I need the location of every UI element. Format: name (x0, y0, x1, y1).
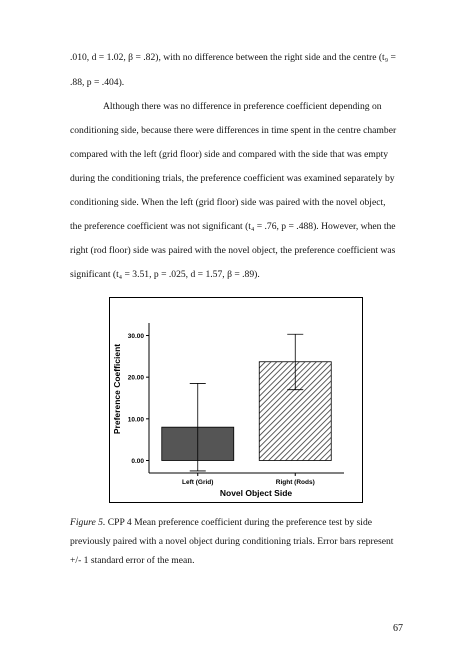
body-line-9: right (rod floor) side was paired with the novel object, the preference coefficient was (70, 245, 396, 256)
body-line-1: .010, d = 1.02, β = .82), with no difference between the right side and the centre (t₉ = (70, 52, 396, 63)
y-tick-label: 20.00 (127, 374, 144, 382)
figure-label: Figure 5. (70, 517, 106, 528)
body-line-5: compared with the left (grid floor) side and compared with the side that was empty (70, 149, 389, 160)
body-line-4: conditioning side, because there were differences in time spent in the centre chamber (70, 125, 397, 136)
x-tick-label: Left (Grid) (182, 479, 214, 486)
y-tick-label: 0.00 (131, 458, 144, 465)
x-axis-title: Novel Object Side (219, 488, 293, 498)
body-line-8: the preference coefficient was not significant (t₄ = .76, p = .488). However, when the (70, 221, 396, 232)
body-line-3: Although there was no difference in preference coefficient depending on (103, 101, 382, 112)
figure-caption-line-3: +/- 1 standard error of the mean. (70, 555, 195, 566)
body-line-7: conditioning side. When the left (grid floor) side was paired with the novel object, (70, 197, 386, 208)
y-tick-label: 10.00 (127, 416, 144, 424)
y-tick-label: 30.00 (127, 333, 144, 340)
x-tick-label: Right (Rods) (275, 479, 315, 486)
body-line-6: during the conditioning trials, the preference coefficient was examined separately by (70, 173, 395, 184)
figure-caption-line-1 (70, 517, 410, 529)
page-number: 67 (393, 623, 403, 634)
body-line-10: significant (t₄ = 3.51, p = .025, d = 1.57, β = .89). (70, 269, 260, 280)
y-axis-title: Preference Coefficient (112, 343, 122, 435)
body-line-2: .88, p = .404). (70, 77, 125, 88)
caption-text-1: CPP 4 Mean preference coefficient during the preference test by side (105, 517, 373, 528)
figure-caption-line-2: previously paired with a novel object during conditioning trials. Error bars represent (70, 536, 394, 547)
preference-coefficient-bar-chart (109, 297, 363, 503)
